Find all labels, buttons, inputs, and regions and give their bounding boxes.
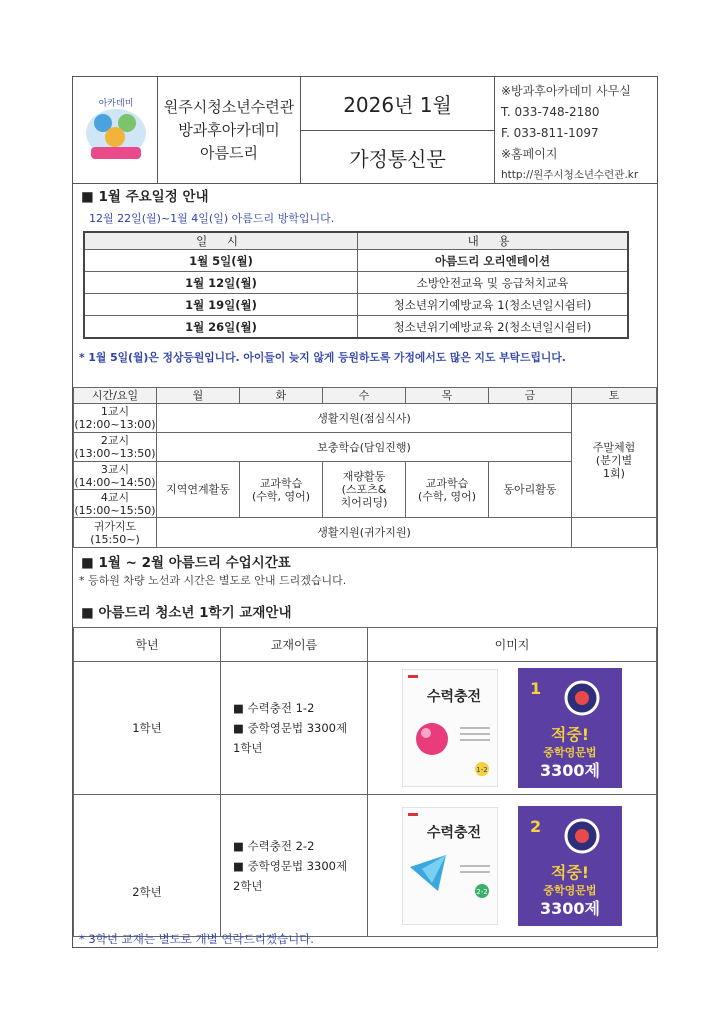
books-table bbox=[73, 627, 657, 937]
org-line-2: 방과후아카데미 bbox=[178, 120, 280, 139]
book-list bbox=[221, 662, 368, 795]
period-time: (15:00~15:50) bbox=[74, 503, 156, 517]
wed-activity bbox=[323, 462, 406, 518]
table-row bbox=[74, 404, 657, 433]
title-date: 2026년 1월 bbox=[301, 77, 494, 131]
homepage-link[interactable]: http://원주시청소년수련관.kr bbox=[501, 169, 639, 181]
tt-header: 수 bbox=[323, 388, 406, 404]
books-heading: ■ 아름드리 청소년 1학기 교재안내 bbox=[81, 605, 292, 621]
fax: F. 033-811-1097 bbox=[501, 126, 599, 140]
grade-cell: 2학년 bbox=[74, 795, 221, 937]
period-cell bbox=[74, 433, 157, 462]
period-cell bbox=[74, 518, 157, 548]
col-content-header: 내 용 bbox=[358, 232, 629, 250]
thu-activity bbox=[406, 462, 489, 518]
timetable-heading: ■ 1월 ~ 2월 아름드리 수업시간표 bbox=[81, 555, 291, 571]
grammar-book-cover bbox=[518, 806, 622, 926]
svg-text:1-2: 1-2 bbox=[476, 766, 488, 774]
book-images bbox=[368, 795, 657, 937]
schedule-footnote: * 1월 5일(월)은 정상등원입니다. 아이들이 늦지 않게 등원하도록 가정에서도 많은 지도 부탁드립니다. bbox=[79, 351, 566, 364]
schedule-date: 1월 5일(월) bbox=[84, 250, 358, 272]
period-name: 4교시 bbox=[100, 490, 130, 504]
book-item: ■ 중학영문법 3300제 bbox=[233, 721, 348, 735]
schedule-heading: ■ 1월 주요일정 안내 bbox=[81, 189, 209, 205]
org-line-1: 원주시청소년수련관 bbox=[163, 97, 295, 116]
fri-activity: 동아리활동 bbox=[489, 462, 572, 518]
period-name: 3교시 bbox=[100, 462, 130, 476]
grammar-book-cover bbox=[518, 668, 622, 788]
telephone: T. 033-748-2180 bbox=[501, 105, 600, 119]
period-time: (13:00~13:50) bbox=[74, 447, 156, 460]
lunch-cell: 생활지원(점심식사) bbox=[157, 404, 572, 433]
title-name: 가정통신문 bbox=[349, 146, 446, 171]
tt-header: 화 bbox=[240, 388, 323, 404]
activity-line: (수학, 영어) bbox=[417, 489, 477, 503]
table-row bbox=[84, 250, 628, 272]
col-date-header: 일 시 bbox=[84, 232, 358, 250]
organization-name bbox=[157, 77, 301, 183]
svg-text:3300제: 3300제 bbox=[539, 898, 600, 918]
contact-info bbox=[501, 81, 661, 186]
title-box bbox=[301, 77, 495, 183]
table-row bbox=[84, 316, 628, 339]
table-row bbox=[74, 795, 657, 937]
period-time: (14:00~14:50) bbox=[74, 475, 156, 489]
table-row bbox=[74, 433, 657, 462]
table-row bbox=[84, 294, 628, 316]
homepage-label: ※홈페이지 bbox=[501, 147, 558, 161]
schedule-content: 청소년위기예방교육 2(청소년일시쉼터) bbox=[358, 316, 629, 339]
book-list bbox=[221, 795, 368, 937]
math-book-cover bbox=[402, 807, 498, 925]
schedule-date: 1월 26일(월) bbox=[84, 316, 358, 339]
svg-text:1: 1 bbox=[529, 679, 541, 698]
period-time: (12:00~13:00) bbox=[74, 418, 156, 431]
svg-text:수력충전: 수력충전 bbox=[427, 689, 482, 705]
office-label: ※방과후아카데미 사무실 bbox=[501, 84, 631, 98]
svg-text:2-2: 2-2 bbox=[476, 887, 488, 896]
book-item: 1학년 bbox=[233, 741, 263, 755]
schedule-content: 소방안전교육 및 응급처치교육 bbox=[358, 272, 629, 294]
weekend-line: 주말체험 bbox=[592, 441, 636, 454]
weekend-line: (분기별 bbox=[595, 454, 633, 467]
academy-logo bbox=[81, 93, 151, 165]
timetable-note: * 등하원 차량 노선과 시간은 별도로 안내 드리겠습니다. bbox=[79, 574, 347, 587]
svg-text:2: 2 bbox=[529, 816, 541, 836]
math-book-cover bbox=[402, 669, 498, 787]
tt-header: 금 bbox=[489, 388, 572, 404]
svg-text:중학영문법: 중학영문법 bbox=[543, 883, 597, 897]
activity-line: 치어리딩) bbox=[340, 496, 388, 509]
book-item: ■ 수력충전 1-2 bbox=[233, 701, 315, 715]
timetable bbox=[73, 387, 657, 548]
svg-text:아카데미: 아카데미 bbox=[98, 99, 134, 109]
period-name: 귀가지도 bbox=[93, 519, 137, 533]
schedule-content: 아름드리 오리엔테이션 bbox=[358, 250, 629, 272]
col-name-header: 교재이름 bbox=[221, 628, 368, 662]
col-image-header: 이미지 bbox=[368, 628, 657, 662]
book-images bbox=[368, 662, 657, 795]
period-time: (15:50~) bbox=[90, 532, 140, 546]
book-item: ■ 중학영문법 3300제 bbox=[233, 858, 348, 873]
activity-line: 재량활동 bbox=[342, 470, 386, 483]
weekend-cell bbox=[572, 404, 657, 518]
col-grade-header: 학년 bbox=[74, 628, 221, 662]
book-item: 2학년 bbox=[233, 878, 263, 893]
period-cell bbox=[74, 490, 157, 518]
header bbox=[73, 77, 657, 184]
vacation-note: 12월 22일(월)~1월 4일(일) 아름드리 방학입니다. bbox=[89, 212, 335, 225]
svg-text:수력충전: 수력충전 bbox=[427, 824, 482, 841]
tt-header: 토 bbox=[572, 388, 657, 404]
supplement-cell: 보충학습(담임진행) bbox=[157, 433, 572, 462]
books-footnote: * 3학년 교재는 별도로 개별 연락드리겠습니다. bbox=[79, 932, 314, 946]
table-row bbox=[74, 462, 657, 490]
period-cell bbox=[74, 462, 157, 490]
activity-line: 교과학습 bbox=[425, 476, 469, 490]
svg-text:중학영문법: 중학영문법 bbox=[543, 746, 597, 759]
table-row bbox=[74, 662, 657, 795]
activity-line: 교과학습 bbox=[259, 476, 303, 490]
svg-text:3300제: 3300제 bbox=[539, 761, 600, 780]
empty-cell bbox=[572, 518, 657, 548]
tt-header: 월 bbox=[157, 388, 240, 404]
table-row bbox=[74, 518, 657, 548]
svg-text:적중!: 적중! bbox=[550, 725, 589, 744]
mon-activity: 지역연계활동 bbox=[157, 462, 240, 518]
tt-header: 목 bbox=[406, 388, 489, 404]
schedule-content: 청소년위기예방교육 1(청소년일시쉼터) bbox=[358, 294, 629, 316]
tt-header: 시간/요일 bbox=[74, 388, 157, 404]
newsletter-page bbox=[72, 76, 658, 948]
period-cell bbox=[74, 404, 157, 433]
svg-text:적중!: 적중! bbox=[550, 862, 589, 882]
period-name: 2교시 bbox=[100, 434, 130, 447]
schedule-date: 1월 19일(월) bbox=[84, 294, 358, 316]
activity-line: (스포츠& bbox=[341, 483, 387, 496]
dismissal-cell: 생활지원(귀가지원) bbox=[157, 518, 572, 548]
schedule-table bbox=[83, 231, 629, 339]
table-row bbox=[84, 272, 628, 294]
book-item: ■ 수력충전 2-2 bbox=[233, 838, 315, 853]
tue-activity bbox=[240, 462, 323, 518]
weekend-line: 1회) bbox=[603, 467, 625, 480]
schedule-date: 1월 12일(월) bbox=[84, 272, 358, 294]
grade-cell: 1학년 bbox=[74, 662, 221, 795]
org-line-3: 아름드리 bbox=[200, 143, 258, 162]
period-name: 1교시 bbox=[100, 405, 130, 418]
activity-line: (수학, 영어) bbox=[251, 489, 311, 503]
